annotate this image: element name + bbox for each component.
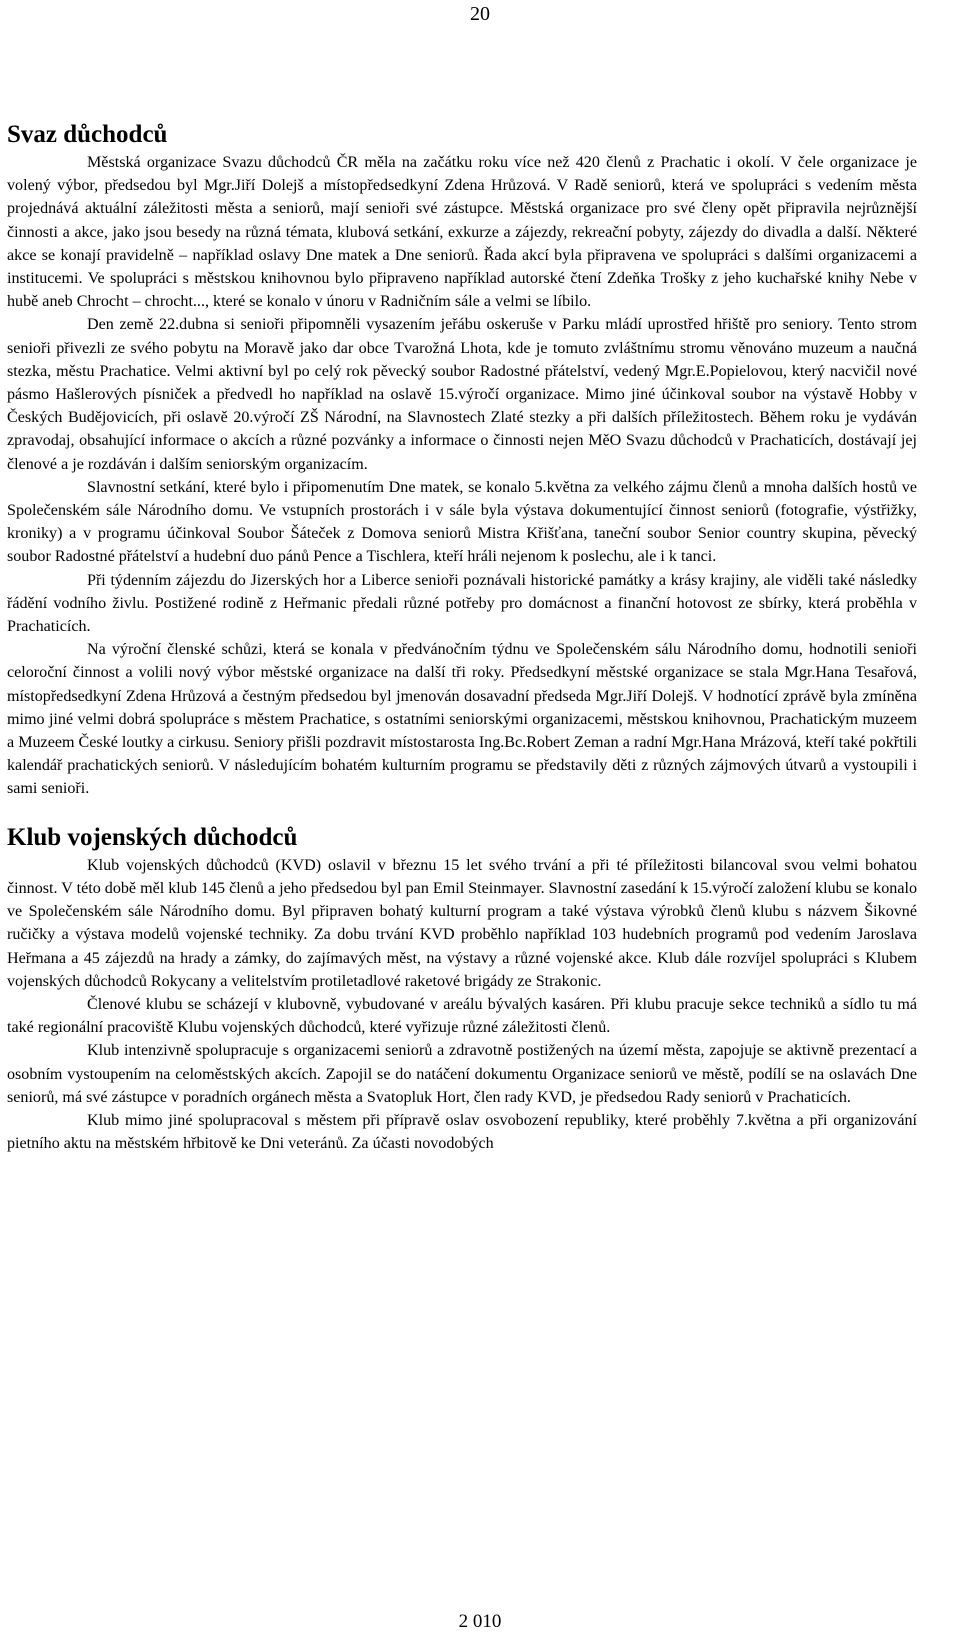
- page-footer: 2 010: [458, 1611, 502, 1632]
- paragraph: Klub intenzivně spolupracuje s organizacemi seniorů a zdravotně postižených na území města, zapojuje se aktivně prezentací a osobním vystoupením na celoměstských akcích. Zapojil se do natáčení dokumentu Organizace seniorů ve městě, podílí se na oslavách Dne seniorů, má své zástupce v poradních orgánech města a Svatopluk Hort, člen rady KVD, je předsedou Rady seniorů v Prachaticích.: [7, 1042, 917, 1106]
- paragraph: Městská organizace Svazu důchodců ČR měla na začátku roku více než 420 členů z Prachatic i okolí. V čele organizace je volený výbor, předsedou byl Mgr.Jiří Dolejš a místopředsedkyní Zdena Hrůzová. V Radě seniorů, která ve spolupráci s vedením města projednává aktuální záležitosti města a seniorů, mají senioři své zástupce. Městská organizace pro své členy opět připravila nejrůznější činnosti a akce, jako jsou besedy na různá témata, klubová setkání, exkurze a zájezdy, rekreační pobyty, zájezdy do divadla a další. Některé akce se konají pravidelně – například oslavy Dne matek a Dne seniorů. Řada akcí byla připravena ve spolupráci s dalšími organizacemi a institucemi. Ve spolupráci s městskou knihovnou bylo připraveno například autorské čtení Zdeňka Trošky z jeho kuchařské knihy Nebe v hubě aneb Chrocht – chrocht..., které se konalo v únoru v Radničním sále a velmi se líbilo.: [7, 154, 917, 311]
- section-heading-klub-vojenskych-duchodcu: Klub vojenských důchodců: [7, 823, 298, 851]
- page-number: 20: [470, 3, 490, 25]
- paragraph: Na výroční členské schůzi, která se konala v předvánočním týdnu ve Společenském sálu Národního domu, hodnotili senioři celoroční činnost a volili nový výbor městské organizace na další tři roky. Předsedkyní městské organizace se stala Mgr.Hana Tesařová, místopředsedkyní Zdena Hrůzová a čestným předsedou byl jmenován dosavadní předseda Mgr.Jiří Dolejš. V hodnotící zprávě byla zmíněna mimo jiné velmi dobrá spolupráce s městem Prachatice, s ostatními seniorskými organizacemi, městskou knihovnou, Prachatickým muzeem a Muzeem České loutky a cirkusu. Seniory přišli pozdravit místostarosta Ing.Bc.Robert Zeman a radní Mgr.Hana Mrázová, kteří také pokřtili kalendář prachatických seniorů. V následujícím bohatém kulturním programu se představily děti z různých zájmových útvarů a vystoupili i sami senioři.: [7, 641, 917, 798]
- paragraph: Klub vojenských důchodců (KVD) oslavil v březnu 15 let svého trvání a při té příležitosti bilancoval svou velmi bohatou činnost. V této době měl klub 145 členů a jeho předsedou byl pan Emil Steinmayer. Slavnostní zasedání k 15.výročí založení klubu se konalo ve Společenském sále Národního domu. Byl připraven bohatý kulturní program a také výstava výrobků členů klubu s názvem Šikovné ručičky a výstava modelů vojenské techniky. Za dobu trvání KVD proběhlo například 103 hudebních programů pod vedením Jaroslava Heřmana a 45 zájezdů na hrady a zámky, do zajímavých měst, na výstavy a různé vojenské akce. Klub dále rozvíjel spolupráci s Klubem vojenských důchodců Rokycany a velitelstvím protiletadlové raketové brigády ze Strakonic.: [7, 856, 917, 990]
- paragraph: Den země 22.dubna si senioři připomněli vysazením jeřábu oskeruše v Parku mládí uprostřed hřiště pro seniory. Tento strom senioři přivezli ze svého pobytu na Moravě jako dar obce Tvarožná Lhota, kde je tomuto zvláštnímu stromu věnováno muzeum a naučná stezka, městu Prachatice. Velmi aktivní byl po celý rok pěvecký soubor Radostné přátelství, vedený Mgr.E.Popielovou, který nacvičil nové pásmo Hašlerových písniček a předvedl ho například na oslavě 15.výročí organizace. Mimo jiné účinkoval soubor na výstavě Hobby v Českých Budějovicích, při oslavě 20.výročí ZŠ Národní, na Slavnostech Zlaté stezky a při dalších příležitostech. Během roku je vydáván zpravodaj, obsahující informace o akcích a různé pozvánky a informace o činnosti nejen MěO Svazu důchodců v Prachaticích, dostávají jej členové a je rozdáván i dalším seniorským organizacím.: [7, 316, 917, 473]
- paragraph: Členové klubu se scházejí v klubovně, vybudované v areálu bývalých kasáren. Při klubu pracuje sekce techniků a sídlo tu má také regionální pracoviště Klubu vojenských důchodců, které vyřizuje různé záležitosti členů.: [7, 995, 917, 1037]
- document-body: [7, 120, 917, 1155]
- paragraph: Při týdenním zájezdu do Jizerských hor a Liberce senioři poznávali historické památky a krásy krajiny, ale viděli také následky řádění vodního živlu. Postižené rodině z Heřmanic předali různé potřeby pro domácnost a finanční hotovost ze sbírky, která proběhla v Prachaticích.: [7, 571, 917, 636]
- section-heading-svaz-duchodcu: Svaz důchodců: [7, 121, 168, 148]
- paragraph: Slavnostní setkání, které bylo i připomenutím Dne matek, se konalo 5.května za velkého zájmu členů a mnoha dalších hostů ve Společenském sále Národního domu. Ve vstupních prostorách i v sále byla výstava dokumentující činnost seniorů (fotografie, výstřižky, kroniky) a v programu účinkoval Soubor Šáteček z Domova seniorů Mistra Křišťana, taneční soubor Senior country skupina, pěvecký soubor Radostné přátelství a hudební duo pánů Pence a Tischlera, kteří hráli nejenom k poslechu, ale i k tanci.: [7, 478, 917, 566]
- paragraph: Klub mimo jiné spolupracoval s městem při přípravě oslav osvobození republiky, které proběhly 7.května a při organizování pietního aktu na městském hřbitově ke Dni veteránů. Za účasti novodobých: [7, 1111, 917, 1153]
